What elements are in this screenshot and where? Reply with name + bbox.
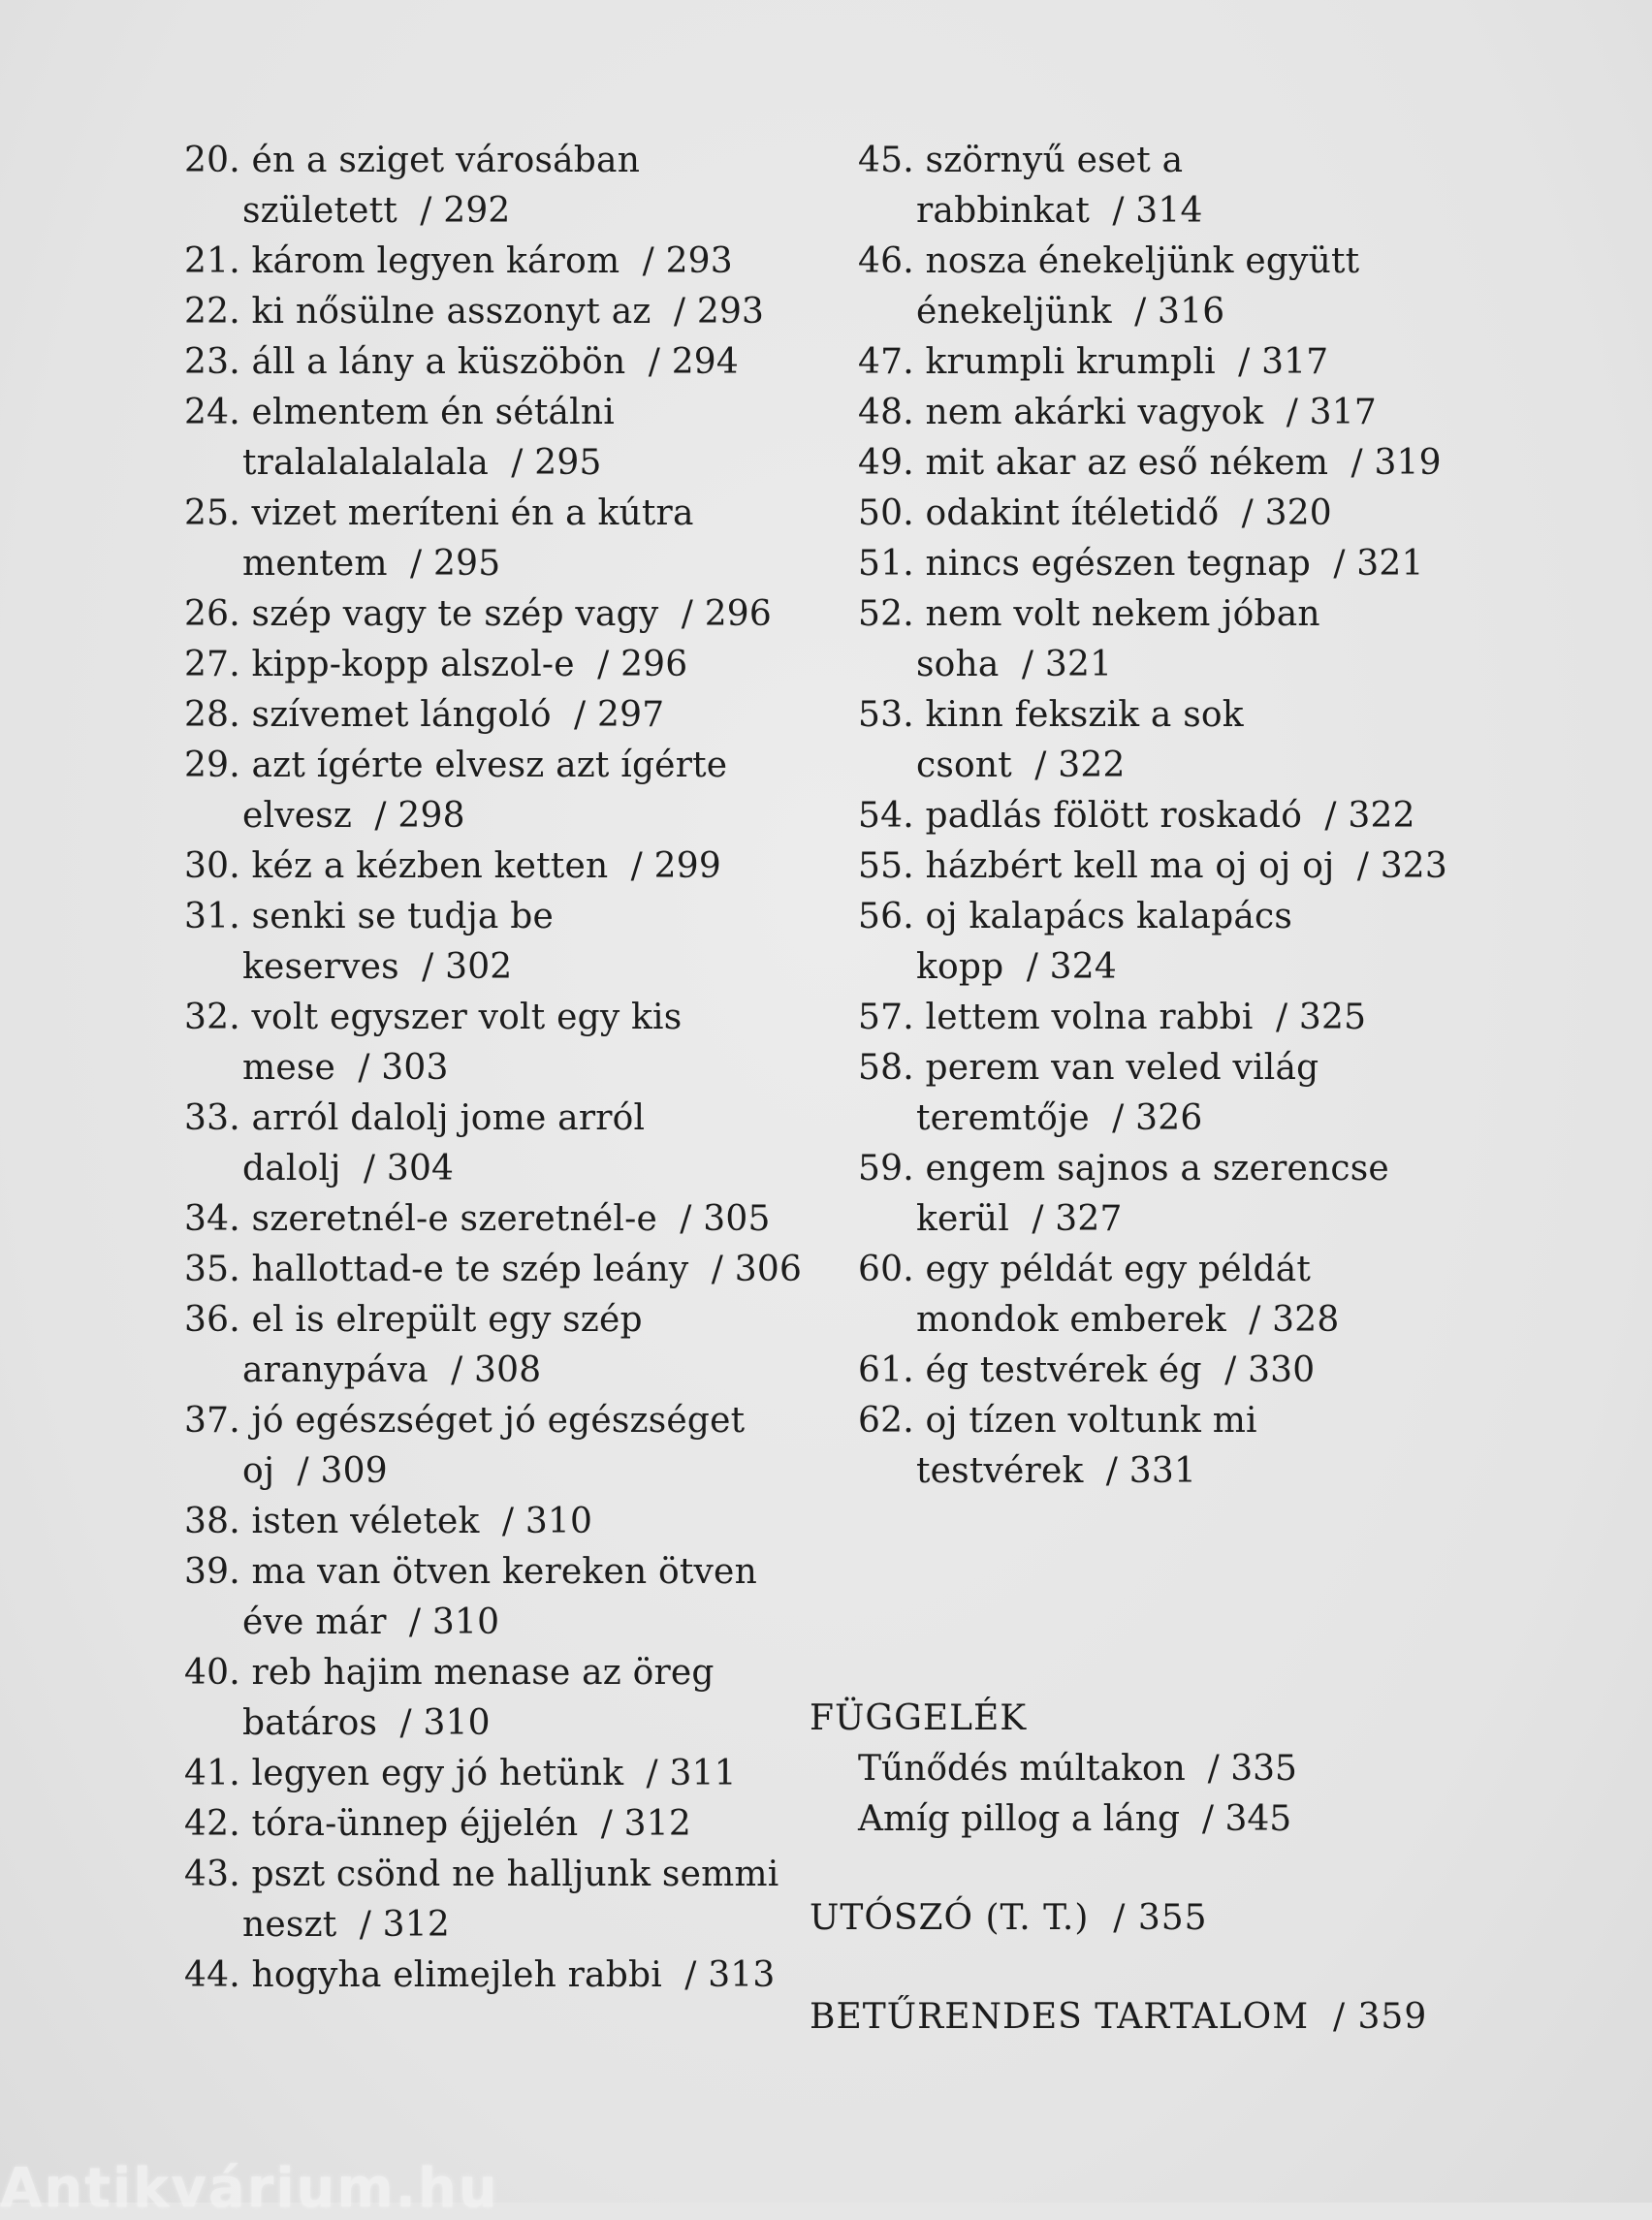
appendix-heading: FÜGGELÉK [810,1698,1028,1738]
afterword-title: UTÓSZÓ (T. T.) [810,1898,1090,1938]
entry-title: szörnyű eset a rabbinkat [916,141,1184,231]
entry-title: legyen egy jó hetünk [251,1754,624,1793]
toc-entry [184,690,805,741]
toc-entry [858,237,1459,337]
entry-page: / 305 [680,1199,771,1239]
toc-entry [184,1950,805,2001]
entry-number: 22. [184,292,240,332]
entry-page: / 311 [646,1754,737,1793]
entry-title: áll a lány a küszöbön [251,342,626,382]
entry-page: / 330 [1224,1350,1316,1390]
toc-entry [184,1194,805,1245]
entry-page: / 306 [711,1250,803,1289]
entry-page: / 316 [1134,292,1225,332]
toc-entry [184,489,805,589]
entry-number: 52. [858,594,914,634]
entry-number: 21. [184,241,240,281]
entry-number: 47. [858,342,914,382]
appendix-item-title: Amíg pillog a láng [858,1799,1180,1839]
entry-number: 44. [184,1955,240,1995]
toc-entry [184,237,805,287]
entry-page: / 324 [1026,947,1117,987]
entry-title: odakint ítéletidő [925,493,1220,533]
entry-page: / 313 [684,1955,776,1995]
entry-title: vizet meríteni én a kútra mentem [242,493,694,584]
entry-page: / 325 [1275,998,1367,1037]
entry-number: 26. [184,594,240,634]
entry-title: házbért kell ma oj oj oj [925,846,1335,886]
entry-title: isten véletek [251,1502,480,1541]
index-title: BETŰRENDES TARTALOM [810,1997,1310,2037]
entry-page: / 322 [1034,745,1126,785]
entry-page: / 310 [408,1602,500,1642]
entry-title: hallottad-e te szép leány [251,1250,689,1289]
entry-page: / 321 [1333,544,1424,584]
entry-number: 60. [858,1250,914,1289]
toc-left-column [184,136,805,2001]
entry-number: 33. [184,1098,240,1138]
appendix-item-page: / 335 [1207,1749,1297,1789]
toc-entry [184,841,805,892]
appendix-block [810,1694,1585,2043]
entry-number: 29. [184,745,240,785]
entry-number: 59. [858,1149,914,1189]
entry-number: 58. [858,1048,914,1088]
entry-title: szívemet lángoló [251,695,552,735]
entry-title: oj tízen voltunk mi testvérek [916,1401,1257,1491]
entry-number: 62. [858,1401,914,1441]
entry-number: 30. [184,846,240,886]
entry-number: 42. [184,1804,240,1844]
entry-page: / 298 [374,796,465,836]
appendix-item-page: / 345 [1201,1799,1292,1839]
entry-page: / 326 [1112,1098,1203,1138]
toc-entry [858,1346,1459,1396]
entry-page: / 304 [363,1149,455,1189]
toc-entry [184,1850,805,1950]
entry-number: 40. [184,1653,240,1693]
entry-title: hogyha elimejleh rabbi [251,1955,662,1995]
entry-title: nem volt nekem jóban soha [916,594,1320,684]
entry-number: 57. [858,998,914,1037]
entry-number: 48. [858,393,914,432]
entry-number: 46. [858,241,914,281]
entry-page: / 312 [600,1804,691,1844]
entry-page: / 310 [501,1502,593,1541]
entry-number: 49. [858,443,914,483]
toc-entry [858,892,1459,993]
entry-page: / 292 [420,191,511,231]
entry-title: tóra-ünnep éjjelén [251,1804,579,1844]
entry-number: 25. [184,493,240,533]
entry-number: 61. [858,1350,914,1390]
entry-title: szeretnél-e szeretnél-e [251,1199,657,1239]
entry-title: padlás fölött roskadó [925,796,1303,836]
entry-page: / 317 [1238,342,1329,382]
entry-page: / 295 [410,544,501,584]
entry-number: 28. [184,695,240,735]
entry-title: ki nősülne asszonyt az [251,292,651,332]
entry-number: 54. [858,796,914,836]
entry-number: 27. [184,645,240,684]
toc-entry [184,337,805,388]
appendix-item-title: Tűnődés múltakon [858,1749,1186,1789]
toc-entry [858,690,1459,791]
toc-entry [858,388,1459,438]
entry-page: / 296 [681,594,773,634]
toc-entry [184,892,805,993]
toc-entry [184,640,805,690]
entry-number: 51. [858,544,914,584]
appendix-item [810,1794,1585,1845]
toc-entry [184,993,805,1094]
entry-title: elmentem én sétálni tralalalalalala [242,393,615,483]
toc-entry [858,1396,1459,1497]
toc-entry [184,1094,805,1194]
toc-entry [184,1648,805,1749]
entry-page: / 323 [1356,846,1448,886]
toc-entry [858,136,1459,237]
index-entry [810,1992,1585,2043]
entry-title: mit akar az eső nékem [925,443,1329,483]
toc-entry [858,438,1459,489]
toc-entry [858,589,1459,690]
entry-number: 55. [858,846,914,886]
toc-entry [184,1295,805,1396]
toc-entry [184,1547,805,1648]
toc-entry [184,1497,805,1547]
entry-number: 37. [184,1401,240,1441]
entry-number: 24. [184,393,240,432]
entry-title: károm legyen károm [251,241,620,281]
entry-title: perem van veled világ teremtője [916,1048,1319,1138]
entry-page: / 319 [1350,443,1442,483]
entry-number: 32. [184,998,240,1037]
entry-page: / 299 [630,846,721,886]
entry-page: / 297 [574,695,665,735]
toc-entry [184,589,805,640]
entry-title: nem akárki vagyok [925,393,1264,432]
entry-title: nosza énekeljünk együtt énekeljünk [916,241,1360,332]
toc-entry [858,1043,1459,1144]
toc-entry [184,1749,805,1799]
entry-title: senki se tudja be keserves [242,897,554,987]
entry-page: / 309 [297,1451,388,1491]
entry-title: ma van ötven kereken ötven éve már [242,1552,757,1642]
toc-entry [858,489,1459,539]
entry-page: / 331 [1105,1451,1197,1491]
toc-entry [858,1144,1459,1245]
entry-title: kéz a kézben ketten [251,846,609,886]
toc-entry [184,1799,805,1850]
toc-entry [858,841,1459,892]
entry-title: egy példát egy példát mondok emberek [916,1250,1312,1340]
entry-page: / 320 [1241,493,1332,533]
toc-entry [184,136,805,237]
entry-title: pszt csönd ne halljunk semmi neszt [242,1855,779,1945]
entry-title: szép vagy te szép vagy [251,594,659,634]
entry-page: / 294 [648,342,740,382]
entry-title: kipp-kopp alszol-e [251,645,575,684]
entry-number: 53. [858,695,914,735]
entry-title: nincs egészen tegnap [925,544,1312,584]
entry-page: / 296 [597,645,688,684]
entry-number: 36. [184,1300,240,1340]
toc-list-left [184,136,805,2001]
entry-page: / 293 [642,241,733,281]
entry-number: 39. [184,1552,240,1592]
entry-number: 20. [184,141,240,180]
entry-title: engem sajnos a szerencse kerül [916,1149,1389,1239]
entry-number: 34. [184,1199,240,1239]
appendix-item [810,1744,1585,1794]
entry-page: / 328 [1249,1300,1340,1340]
toc-entry [184,1396,805,1497]
entry-title: lettem volna rabbi [925,998,1254,1037]
entry-number: 41. [184,1754,240,1793]
entry-page: / 302 [422,947,513,987]
entry-page: / 308 [451,1350,542,1390]
entry-number: 45. [858,141,914,180]
toc-entry [858,791,1459,841]
entry-title: oj kalapács kalapács kopp [916,897,1293,987]
entry-page: / 303 [358,1048,449,1088]
entry-page: / 310 [399,1703,491,1743]
entry-title: el is elrepült egy szép aranypáva [242,1300,643,1390]
entry-number: 23. [184,342,240,382]
entry-page: / 293 [673,292,765,332]
toc-right-column [858,136,1459,1497]
entry-page: / 322 [1324,796,1415,836]
entry-title: volt egyszer volt egy kis mese [242,998,683,1088]
toc-entry [858,993,1459,1043]
toc-entry [184,741,805,841]
entry-page: / 327 [1032,1199,1123,1239]
entry-number: 50. [858,493,914,533]
entry-page: / 312 [359,1905,450,1945]
entry-number: 31. [184,897,240,936]
entry-title: krumpli krumpli [925,342,1216,382]
toc-entry [858,337,1459,388]
entry-page: / 295 [511,443,602,483]
toc-entry [858,539,1459,589]
entry-page: / 321 [1021,645,1113,684]
entry-number: 56. [858,897,914,936]
entry-number: 43. [184,1855,240,1894]
toc-entry [184,1245,805,1295]
entry-title: kinn fekszik a sok csont [916,695,1244,785]
toc-list-right [858,136,1459,1497]
afterword-entry [810,1893,1585,1944]
entry-title: arról dalolj jome arról dalolj [242,1098,646,1189]
toc-entry [184,287,805,337]
entry-title: azt ígérte elvesz azt ígérte elvesz [242,745,728,836]
index-page: / 359 [1332,1997,1428,2037]
entry-title: reb hajim menase az öreg batáros [242,1653,715,1743]
entry-title: én a sziget városában született [242,141,641,231]
entry-title: ég testvérek ég [925,1350,1202,1390]
afterword-page: / 355 [1113,1898,1208,1938]
toc-entry [858,1245,1459,1346]
toc-entry [184,388,805,489]
entry-title: jó egészséget jó egészséget oj [242,1401,746,1491]
watermark-logo: Antikvárium.hu [0,2157,499,2220]
entry-page: / 314 [1112,191,1203,231]
entry-number: 35. [184,1250,240,1289]
entry-number: 38. [184,1502,240,1541]
entry-page: / 317 [1286,393,1377,432]
